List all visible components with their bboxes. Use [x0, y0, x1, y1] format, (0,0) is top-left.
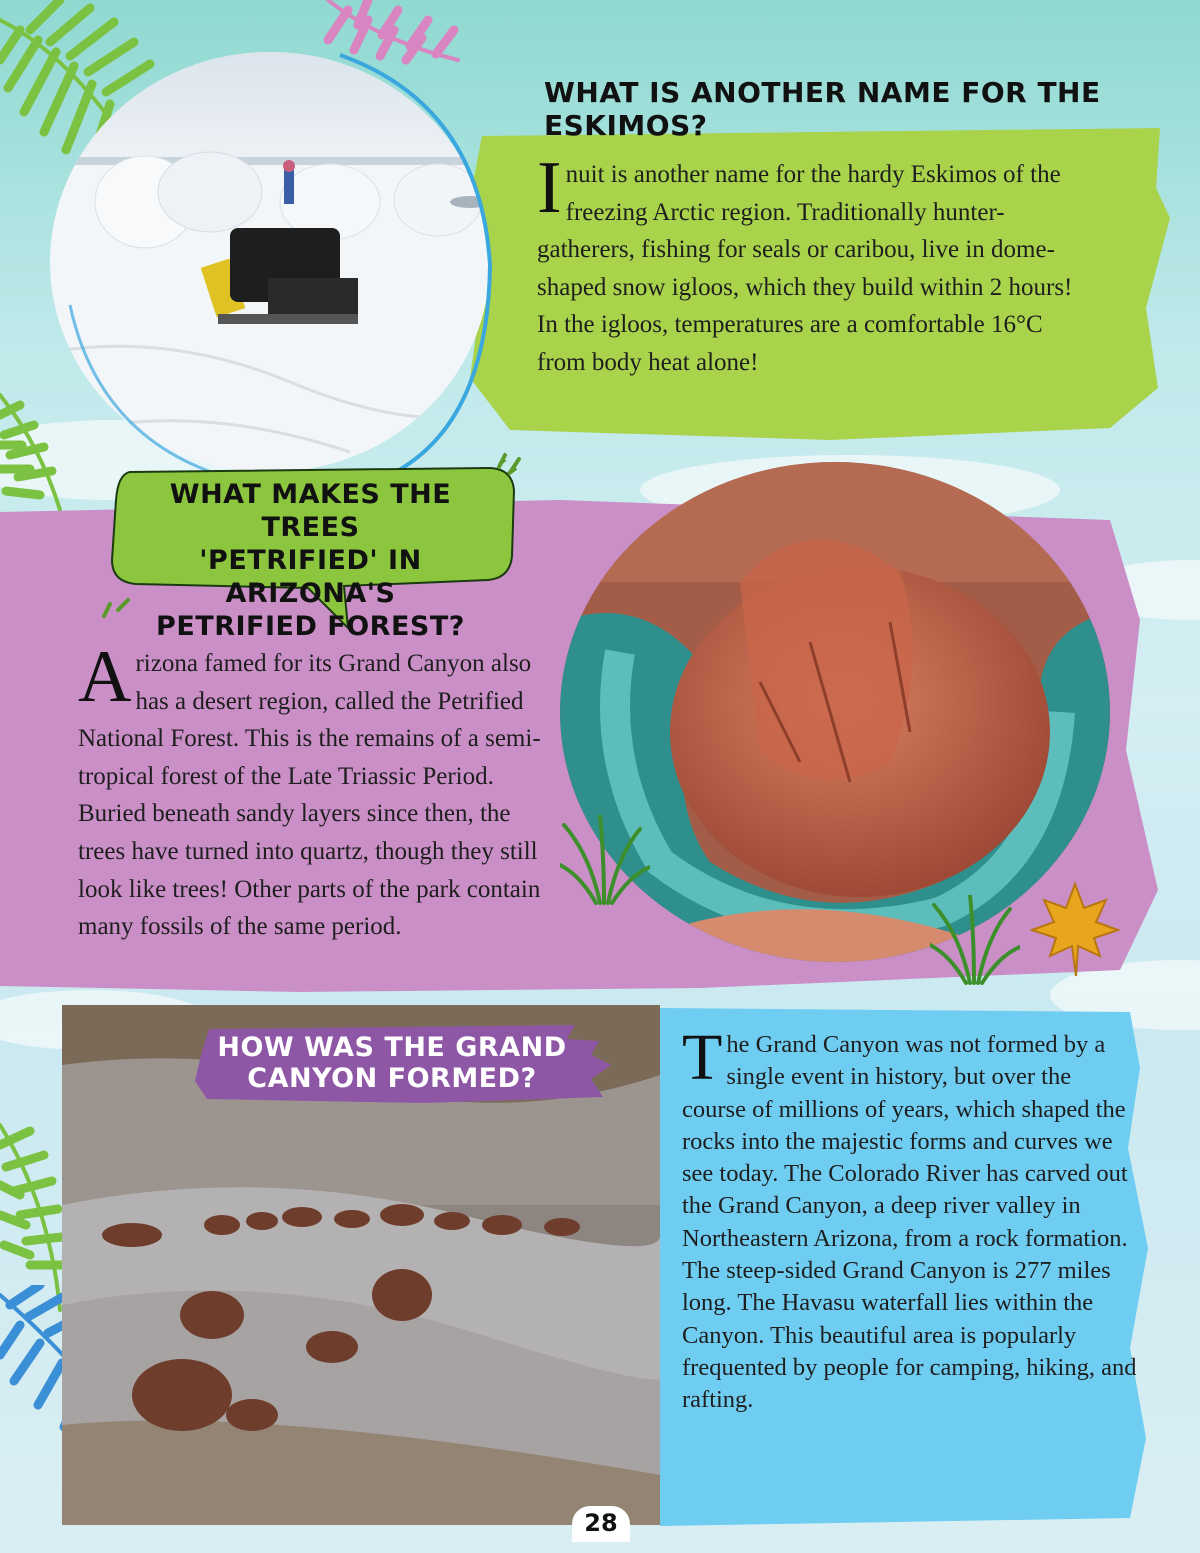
paragraph-text: rizona famed for its Grand Canyon also has a desert region, called the Petrified National Forest. This is the remains of a semi-tropical forest of the Late Triassic Period. Buried beneath sandy layers since then, the trees have turned into quartz, though they still look like trees! Other parts of the park contain many fossils of the same period.	[78, 650, 541, 941]
maple-leaf-icon	[1030, 880, 1120, 980]
grand-canyon-paragraph	[682, 1021, 1140, 1417]
drop-cap: T	[682, 1021, 723, 1094]
heading-line: CANYON FORMED?	[247, 1063, 537, 1094]
petrified-paragraph	[78, 636, 558, 946]
heading-line: PETRIFIED FOREST?	[156, 611, 465, 642]
section-heading-petrified	[118, 478, 503, 643]
bubble-tick-marks	[495, 445, 525, 475]
grass-tuft-icon	[560, 815, 650, 905]
drop-cap: I	[537, 147, 562, 229]
heading-line: 'PETRIFIED' IN ARIZONA'S	[199, 545, 422, 609]
page-number-text: 28	[584, 1509, 618, 1537]
heading-line: HOW WAS THE GRAND	[217, 1032, 567, 1063]
paragraph-text: he Grand Canyon was not formed by a single event in history, but over the course of millions of years, which shaped the rocks into the majestic forms and curves we see today. The Colorado River has carved out the Grand Canyon, a deep river valley in Northeastern Arizona, from a rock formation. The steep-sided Grand Canyon is 277 miles long. The Havasu waterfall lies within the Canyon. This beautiful area is popularly frequented by people for camping, hiking, and rafting.	[682, 1031, 1137, 1414]
eskimos-paragraph	[537, 147, 1097, 382]
section-heading-eskimos: WHAT IS ANOTHER NAME FOR THE ESKIMOS?	[544, 76, 1101, 142]
drop-cap: A	[78, 636, 132, 718]
grass-tuft-icon	[930, 895, 1020, 985]
paragraph-text: nuit is another name for the hardy Eskimos of the freezing Arctic region. Traditionally hunter-gatherers, fishing for seals or caribou, live in dome-shaped snow igloos, which they build within 2 hours! In the igloos, temperatures are a comfortable 16°C from body heat alone!	[537, 161, 1073, 376]
section-heading-grand-canyon	[212, 1032, 572, 1094]
heading-line: WHAT MAKES THE TREES	[169, 479, 452, 543]
photo-frame-ring	[40, 45, 500, 485]
